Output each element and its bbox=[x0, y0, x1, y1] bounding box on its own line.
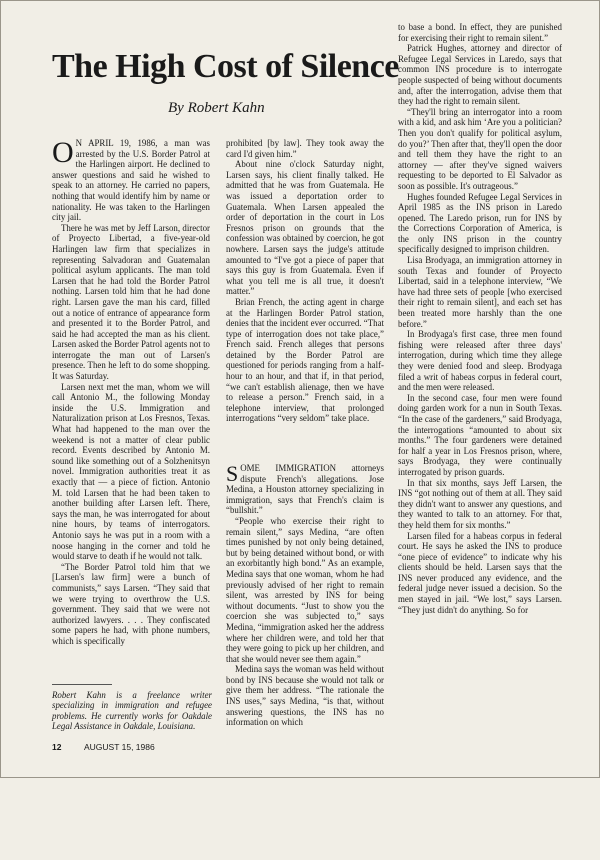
column-2-bottom bbox=[226, 463, 384, 753]
drop-cap: S bbox=[226, 463, 239, 486]
paragraph bbox=[52, 138, 210, 223]
drop-cap: O bbox=[52, 138, 74, 169]
column-2-top bbox=[226, 138, 384, 452]
paragraph: Patrick Hughes, attorney and director of Refugee Legal Services in Laredo, says that common INS procedure is to interrogate people suspected of being without documents and, after the interrogation, advise them that they had the right to remain silent. bbox=[398, 43, 562, 107]
paragraph: In Brodyaga's first case, three men found fishing were released after three days' interrogation, during which time they allege they were denied food and sleep. Brodyaga filed a writ of habeas corpus in federal court, and the men were released. bbox=[398, 329, 562, 393]
paragraph: “The Border Patrol told him that we [Larsen's law firm] were a bunch of communists,” says Larsen. “They said that we were trying to overthrow the U.S. government. They said that we were not authorized lawyers. . . . They confiscated some papers he had, with phone numbers, which is specifically bbox=[52, 561, 210, 646]
paragraph-text: OME IMMIGRATION attorneys dispute French's allegations. Jose Medina, a Houston attorney specializing in immigration, says that French's claim is “bullshit.” bbox=[226, 463, 384, 516]
paragraph: Larsen filed for a habeas corpus in federal court. He says he asked the INS to produce “one piece of evidence” to indicate why his clients should be held. Larsen says that the INS never produced any evidence, and the federal judge never issued a decision. So the men stayed in jail. “We lost,” says Larsen. “They just didn't do anything. So for bbox=[398, 530, 562, 615]
column-1-body bbox=[52, 138, 210, 680]
paragraph: Lisa Brodyaga, an immigration attorney in south Texas and founder of Proyecto Libertad, said in a telephone interview, “We have had three sets of people [who exercised their right to remain silent], and each set has been treated more harshly than the one before.” bbox=[398, 255, 562, 329]
byline: By Robert Kahn bbox=[168, 100, 265, 116]
page-number: 12 bbox=[52, 742, 62, 752]
paragraph: About nine o'clock Saturday night, Larsen says, his client finally talked. He admitted that he was from Guatemala. He was issued a deportation order to Guatemala. When Larsen appealed the order of deportation in the court in Los Fresnos prison on grounds that the confession was obtained by coercion, he got nowhere. Larsen says the judge's attitude amounted to “I've got a piece of paper that says this guy is from Guatemala. Even if what you tell me is all true, it doesn't matter.” bbox=[226, 159, 384, 297]
issue-date: AUGUST 15, 1986 bbox=[84, 742, 155, 752]
paragraph: In that six months, says Jeff Larsen, the INS “got nothing out of them at all. They said they didn't want to answer any questions, and they wanted to talk to an attorney. For that, they held them for six months.” bbox=[398, 477, 562, 530]
column-3 bbox=[398, 22, 562, 757]
paragraph: to base a bond. In effect, they are punished for exercising their right to remain silent.” bbox=[398, 22, 562, 43]
paragraph: Medina says the woman was held without bond by INS because she would not talk or give them her address. “The rationale the INS uses,” says Medina, “is that, without answering questions, the INS has no information on which bbox=[226, 664, 384, 728]
paragraph: “People who exercise their right to remain silent,” says Medina, “are often times punished by not only being detained, but by being detained without bond, or with an exorbitantly high bond.” As an example, Medina says that one woman, whom he had previously advised of her right to remain silent, was arrested by INS for being without documents. “Just to show you the coercion she was subjected to,” says Medina, “immigration asked her the address where her children were, and told her that they were going to pick up her children, and that she would never see them again.” bbox=[226, 515, 384, 664]
bio-divider bbox=[52, 684, 112, 685]
paragraph: Larsen next met the man, whom we will call Antonio M., the following Monday inside the U.S. Immigration and Naturalization prison at Los Fresnos, Texas. What had happened to the man over the weekend is not a matter of clear public record. Events described by Antonio M. sound like something out of a Solzhenitsyn novel. Immigration authorities treat it as exactly that — a piece of fiction. Antonio M. told Larsen that he had been taken to another building after Larsen left. There, says the man, he was interrogated for about nine hours, by teams of interrogators. Antonio says he was put in a room with a noose hanging in the corner and told he would starve to death if he would not talk. bbox=[52, 381, 210, 562]
article-title: The High Cost of Silence bbox=[52, 48, 399, 85]
paragraph: prohibited [by law]. They took away the card I'd given him.” bbox=[226, 138, 384, 159]
paragraph-text: N APRIL 19, 1986, a man was arrested by the U.S. Border Patrol at the Harlingen airport. He declined to answer questions and said he wished to speak to an attorney. He carried no papers, nothing that would identify him by name or nationality. He was taken to the Harlingen city jail. bbox=[52, 138, 210, 223]
paragraph: There he was met by Jeff Larson, director of Proyecto Libertad, a five-year-old Harlingen law firm that specializes in representing Salvadoran and Guatemalan political asylum applicants. The man told Larsen that he had told the Border Patrol nothing. Larsen told him that he had done right. Larsen gave the man his card, filled out a notice of entrance of appearance form and presented it to the Border Patrol, and said he had accepted the man as his client. Larsen asked the Border Patrol agents not to interrogate the man out of Larsen's presence. Then he left to do some shopping. It was Saturday. bbox=[52, 222, 210, 382]
paragraph: “They'll bring an interrogator into a room with a kid, and ask him ‘Are you a politician? Then you don't qualify for political asylum, do you?’ Then after that, they'll open the door and tell them they have the right to an attorney — after they've signed waivers requesting to be deported to El Salvador as soon as possible. It's outrageous.” bbox=[398, 106, 562, 191]
paragraph bbox=[226, 463, 384, 516]
paragraph: Brian French, the acting agent in charge at the Harlingen Border Patrol station, denies that the incident ever occurred. “That type of interrogation does not take place,” French said. French alleges that persons detained by the Border Patrol are questioned for periods ranging from a half-hour to an hour, and that if, in that period, “we can't establish alienage, then we have to release a person.” French said, in a telephone interview, that prolonged interrogations “very seldom” take place. bbox=[226, 296, 384, 424]
paragraph: Hughes founded Refugee Legal Services in April 1985 as the INS prison in Laredo opened. The Laredo prison, run for INS by the Corrections Corporation of America, is the only INS prison in the country specifically designed to imprison children. bbox=[398, 191, 562, 255]
author-bio: Robert Kahn is a freelance writer specializing in immigration and refugee problems. He currently works for Oakdale Legal Assistance in Oakdale, Louisiana. bbox=[52, 690, 212, 732]
paragraph: In the second case, four men were found doing garden work for a nun in South Texas. “In the case of the gardeners,” said Brodyaga, the interrogations “amounted to about six months.” The four gardeners were detained for half a year in Los Fresnos prison, where, says Brodyaga, they were continually interrogated by prison guards. bbox=[398, 392, 562, 477]
